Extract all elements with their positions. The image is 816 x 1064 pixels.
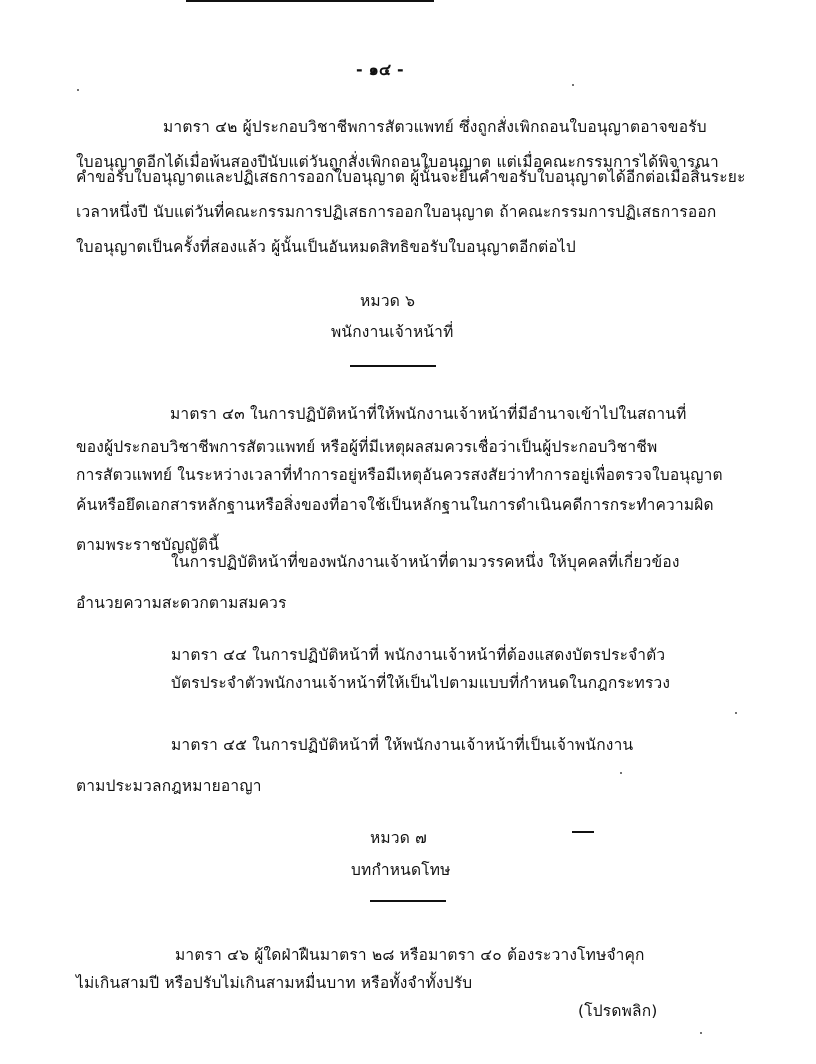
scan-speck bbox=[700, 1032, 702, 1034]
chapter6-title: พนักงานเจ้าหน้าที่ bbox=[331, 323, 454, 341]
sec45-line-1: มาตรา ๔๕ ในการปฏิบัติหน้าที่ ให้พนักงานเจ้าหน้าที่เป็นเจ้าพนักงาน bbox=[171, 736, 634, 754]
sec44-line-1: มาตรา ๔๔ ในการปฏิบัติหน้าที่ พนักงานเจ้าหน้าที่ต้องแสดงบัตรประจำตัว bbox=[171, 646, 666, 664]
scan-speck bbox=[735, 712, 737, 714]
chapter6-divider bbox=[350, 365, 436, 367]
sec43-line-1: มาตรา ๔๓ ในการปฏิบัติหน้าที่ให้พนักงานเจ้าหน้าที่มีอำนาจเข้าไปในสถานที่ bbox=[170, 405, 687, 423]
sec43-para2-line-2: อำนวยความสะดวกตามสมควร bbox=[76, 594, 287, 612]
chapter7-divider bbox=[370, 900, 446, 902]
sec42-line-1: มาตรา ๔๒ ผู้ประกอบวิชาชีพการสัตวแพทย์ ซึ่งถูกสั่งเพิกถอนใบอนุญาตอาจขอรับ bbox=[163, 118, 707, 136]
scan-speck bbox=[77, 89, 79, 91]
top-rule bbox=[186, 0, 434, 2]
sec42-line-2: ใบอนุญาตอีกได้เมื่อพ้นสองปีนับแต่วันถูกสั่งเพิกถอนใบอนุญาต แต่เมื่อคณะกรรมการได้พิจารณา bbox=[76, 153, 719, 171]
page-number: - ๑๔ - bbox=[356, 60, 404, 79]
sec46-line-2: ไม่เกินสามปี หรือปรับไม่เกินสามหมื่นบาท หรือทั้งจำทั้งปรับ bbox=[76, 974, 473, 992]
scan-speck bbox=[572, 84, 574, 86]
sec45-line-2: ตามประมวลกฎหมายอาญา bbox=[76, 777, 262, 795]
chapter7-title: บทกำหนดโทษ bbox=[351, 861, 451, 879]
sec42-line-3: คำขอรับใบอนุญาตและปฏิเสธการออกใบอนุญาต ผู้นั้นจะยื่นคำขอรับใบอนุญาตได้อีกต่อเมื่อสิ้นระยะ bbox=[76, 168, 746, 186]
sec42-line-4: เวลาหนึ่งปี นับแต่วันที่คณะกรรมการปฏิเสธการออกใบอนุญาต ถ้าคณะกรรมการปฏิเสธการออก bbox=[76, 203, 717, 221]
chapter6-label: หมวด ๖ bbox=[360, 292, 416, 310]
sec43-para2-line-1: ในการปฏิบัติหน้าที่ของพนักงานเจ้าหน้าที่ตามวรรคหนึ่ง ให้บุคคลที่เกี่ยวข้อง bbox=[171, 553, 680, 571]
chapter7-label: หมวด ๗ bbox=[370, 829, 427, 847]
sec43-line-2: ของผู้ประกอบวิชาชีพการสัตวแพทย์ หรือผู้ที่มีเหตุผลสมควรเชื่อว่าเป็นผู้ประกอบวิชาชีพ bbox=[76, 438, 658, 456]
sec42-line-5: ใบอนุญาตเป็นครั้งที่สองแล้ว ผู้นั้นเป็นอันหมดสิทธิขอรับใบอนุญาตอีกต่อไป bbox=[76, 238, 576, 256]
sec43-line-5: ตามพระราชบัญญัตินี้ bbox=[76, 536, 220, 554]
sec46-line-1: มาตรา ๔๖ ผู้ใดฝ่าฝืนมาตรา ๒๘ หรือมาตรา ๔๐ ต้องระวางโทษจำคุก bbox=[175, 946, 645, 964]
turn-page-note: (โปรดพลิก) bbox=[578, 1002, 658, 1020]
scan-mark bbox=[572, 831, 594, 833]
sec43-line-3: การสัตวแพทย์ ในระหว่างเวลาที่ทำการอยู่หรือมีเหตุอันควรสงสัยว่าทำการอยู่เพื่อตรวจใบอนุญาต bbox=[76, 466, 723, 484]
scan-speck bbox=[620, 772, 622, 774]
sec43-line-4: ค้นหรือยึดเอกสารหลักฐานหรือสิ่งของที่อาจใช้เป็นหลักฐานในการดำเนินคดีการกระทำความผิด bbox=[76, 496, 714, 514]
sec44-line-2: บัตรประจำตัวพนักงานเจ้าหน้าที่ให้เป็นไปตามแบบที่กำหนดในกฎกระทรวง bbox=[171, 674, 671, 692]
